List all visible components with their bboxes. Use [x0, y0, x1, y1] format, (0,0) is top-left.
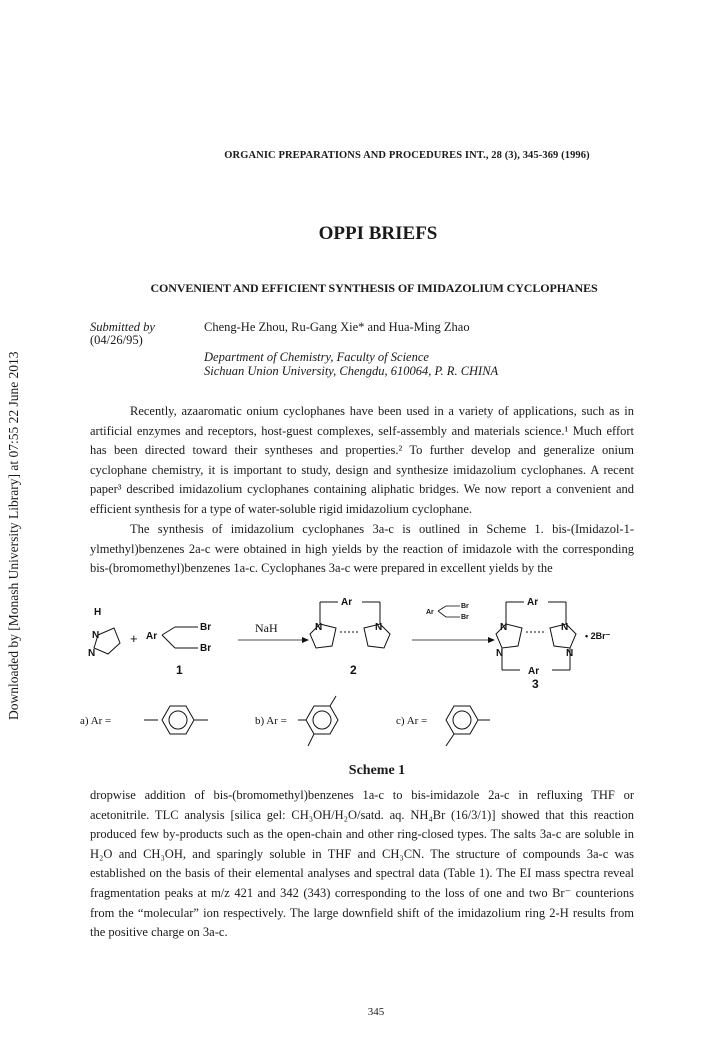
page-number: 345	[367, 1006, 385, 1018]
imidazole-n1: N	[92, 630, 100, 641]
counterion-label: • 2Br⁻	[585, 631, 611, 641]
authors: Cheng-He Zhou, Ru-Gang Xie* and Hua-Ming Zhao	[204, 320, 470, 334]
affiliation-line-1: Department of Chemistry, Faculty of Science	[204, 350, 429, 364]
bis-imidazole-n2: N	[375, 622, 383, 633]
cyclophane-n4: N	[566, 648, 574, 659]
compound-1-label: 1	[176, 663, 183, 677]
paragraph-synthesis-text: The synthesis of imidazolium cyclophanes 3a-c is outlined in Scheme 1. bis-(Imidazol-1-ylmethyl)benzenes 2a-c were obtained in high yields by the reaction of imidazole with the corresponding bis-(bromomethyl)benzenes 1a-c. Cyclophanes 3a-c were prepared in excellent yields by the	[90, 522, 634, 576]
submitted-label: Submitted by	[90, 320, 155, 334]
article-title: CONVENIENT AND EFFICIENT SYNTHESIS OF IMIDAZOLIUM CYCLOPHANES	[150, 281, 598, 295]
option-c-label: c) Ar =	[396, 715, 428, 727]
cyclophane-ar-top: Ar	[527, 597, 539, 608]
journal-header-text: ORGANIC PREPARATIONS AND PROCEDURES INT., 28 (3), 345-369 (1996)	[224, 150, 590, 161]
bis-imidazole-n1: N	[315, 622, 323, 633]
option-a-label: a) Ar =	[80, 715, 112, 727]
reagent-dibromide-small	[438, 606, 460, 617]
cyclophane-ar-bottom: Ar	[528, 666, 540, 677]
plus-sign: +	[130, 631, 138, 646]
paragraph-synthesis	[90, 520, 634, 579]
submitted-date: (04/26/95)	[90, 333, 143, 347]
para-phenylene-structure	[144, 706, 208, 734]
scheme-caption: Scheme 1	[348, 763, 406, 778]
ortho-phenylene-structure	[446, 706, 490, 746]
reaction-arrow-2	[412, 637, 495, 643]
paragraph-results: dropwise addition of bis-(bromomethyl)benzenes 1a-c to bis-imidazole 2a-c in refluxing THF or acetonitrile. TLC analysis [silica gel: CH₃OH/H₂O/satd. aq. NH₄Br (16/3/1)] showed that this reaction produced few by-products such as the open-chain and other ring-closed types. The salts 3a-c are soluble in H₂O and CH₃OH, and sparingly soluble in THF and CH₃CN. The structure of compounds 3a-c was established on the basis of their elemental analyses and spectral data (Table 1). The EI mass spectra reveal fragmentation peaks at m/z 421 and 342 (343) corresponding to the loss of one and two Br⁻ counterions from the “molecular” ion respectively. The large downfield shift of the imidazolium ring 2-H results from the positive charge on 3a-c.	[90, 788, 634, 940]
reagent-br2: Br	[461, 614, 469, 621]
meta-phenylene-structure	[298, 696, 338, 746]
dibromide-structure	[162, 627, 198, 648]
option-b-label: b) Ar =	[255, 715, 287, 727]
dibromide-br2: Br	[200, 643, 212, 654]
compound-3-label: 3	[532, 677, 539, 691]
compound-2-label: 2	[350, 663, 357, 677]
reagent-nah: NaH	[255, 621, 278, 635]
imidazole-n3: N	[88, 648, 96, 659]
reagent-ar: Ar	[426, 609, 434, 616]
cyclophane-n1: N	[500, 622, 508, 633]
bis-imidazole-ar: Ar	[341, 597, 353, 608]
paragraph-intro-text: Recently, azaaromatic onium cyclophanes have been used in a variety of applications, such as in artificial enzymes and receptors, host-guest complexes, self-assembly and materials science.¹ Much effort has been directed toward their syntheses and properties.² To further develop and generalize onium cyclophane chemistry, it is important to study, design and synthesize imidazolium cyclophanes. A recent paper³ described imidazolium cyclophanes containing aliphatic bridges. We now report a convenient and efficient synthesis for a type of water-soluble rigid imidazolium cyclophane.	[90, 404, 634, 516]
cyclophane-structure	[496, 602, 576, 670]
affiliation-line-2: Sichuan Union University, Chengdu, 610064, P. R. CHINA	[204, 364, 499, 378]
dibromide-br1: Br	[200, 622, 212, 633]
imidazole-h: H	[94, 607, 102, 618]
dibromide-ar: Ar	[146, 631, 158, 642]
reagent-br1: Br	[461, 603, 469, 610]
cyclophane-n2: N	[561, 622, 569, 633]
section-title: OPPI BRIEFS	[318, 223, 438, 244]
reaction-scheme	[80, 590, 640, 750]
download-watermark	[2, 320, 22, 740]
journal-header	[0, 150, 724, 161]
paragraph-intro	[90, 402, 634, 520]
watermark-text: Downloaded by [Monash University Library] at 07:55 22 June 2013	[6, 351, 21, 720]
reaction-arrow-1	[238, 637, 309, 643]
cyclophane-n3: N	[496, 648, 504, 659]
